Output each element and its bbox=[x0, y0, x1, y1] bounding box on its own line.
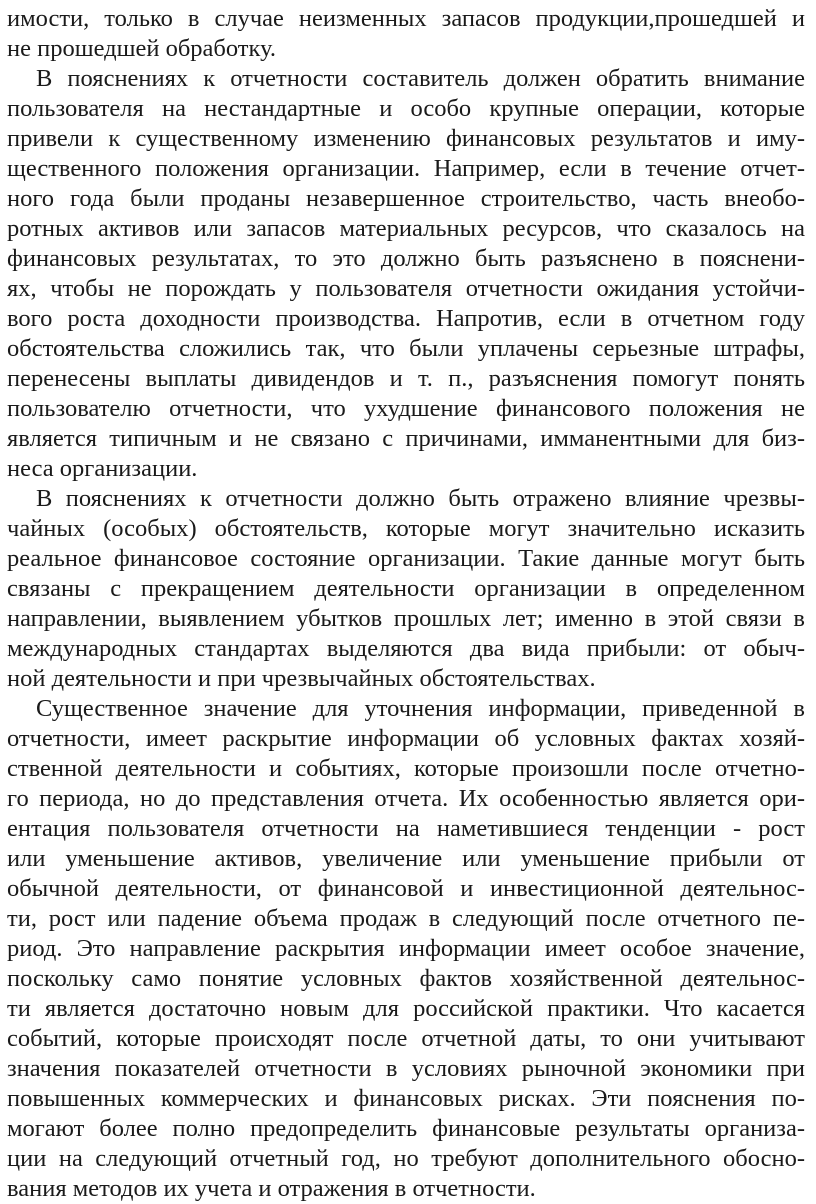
text-line: неса организации. bbox=[7, 455, 198, 482]
document-page bbox=[7, 4, 805, 1204]
text-line: могают более полно предопределить финансовые результаты организа- bbox=[7, 1115, 805, 1142]
text-line: пользователя на нестандартные и особо крупные операции, которые bbox=[7, 95, 805, 122]
text-line: ной деятельности и при чрезвычайных обстоятельствах. bbox=[7, 665, 596, 692]
text-line: имости, только в случае неизменных запасов продукции,прошедшей и bbox=[7, 5, 805, 32]
text-line: го периода, но до представления отчета. Их особенностью является ори- bbox=[7, 785, 805, 812]
text-line: финансовых результатах, то это должно быть разъяснено в пояснени- bbox=[7, 245, 805, 272]
text-line: значения показателей отчетности в условиях рыночной экономики при bbox=[7, 1055, 805, 1082]
text-line: риод. Это направление раскрытия информации имеет особое значение, bbox=[7, 935, 805, 962]
text-line: событий, которые происходят после отчетной даты, то они учитывают bbox=[7, 1025, 805, 1052]
paragraph-conditional-facts bbox=[7, 694, 805, 1204]
text-line: не прошедшей обработку. bbox=[7, 35, 276, 62]
text-line: ти, рост или падение объема продаж в следующий после отчетного пе- bbox=[7, 905, 805, 932]
text-line: привели к существенному изменению финансовых результатов и иму- bbox=[7, 125, 805, 152]
text-line: ного года были проданы незавершенное строительство, часть внеобо- bbox=[7, 185, 805, 212]
text-line: направлении, выявлением убытков прошлых лет; именно в этой связи в bbox=[7, 605, 805, 632]
text-line: ции на следующий отчетный год, но требуют дополнительного обосно- bbox=[7, 1145, 805, 1172]
paragraph-extraordinary-circumstances bbox=[7, 484, 805, 694]
text-line: Существенное значение для уточнения информации, приведенной в bbox=[36, 695, 805, 722]
text-line: обстоятельства сложились так, что были уплачены серьезные штрафы, bbox=[7, 335, 805, 362]
text-line: реальное финансовое состояние организации. Такие данные могут быть bbox=[7, 545, 805, 572]
text-line: чайных (особых) обстоятельств, которые могут значительно исказить bbox=[7, 515, 805, 542]
text-line: пользователю отчетности, что ухудшение финансового положения не bbox=[7, 395, 805, 422]
paragraph-continuation bbox=[7, 4, 805, 64]
text-line: вого роста доходности производства. Напротив, если в отчетном году bbox=[7, 305, 805, 332]
text-line: является типичным и не связано с причинами, имманентными для биз- bbox=[7, 425, 805, 452]
text-line: повышенных коммерческих и финансовых рисках. Эти пояснения по- bbox=[7, 1085, 805, 1112]
text-line: В пояснениях к отчетности должно быть отражено влияние чрезвы- bbox=[36, 485, 805, 512]
text-line: ях, чтобы не порождать у пользователя отчетности ожидания устойчи- bbox=[7, 275, 805, 302]
text-line: или уменьшение активов, увеличение или уменьшение прибыли от bbox=[7, 845, 805, 872]
text-line: ентация пользователя отчетности на наметившиеся тенденции - рост bbox=[7, 815, 805, 842]
text-line: отчетности, имеет раскрытие информации об условных фактах хозяй- bbox=[7, 725, 805, 752]
text-line: вания методов их учета и отражения в отчетности. bbox=[7, 1175, 536, 1202]
text-line: ротных активов или запасов материальных ресурсов, что сказалось на bbox=[7, 215, 805, 242]
text-line: международных стандартах выделяются два вида прибыли: от обыч- bbox=[7, 635, 805, 662]
paragraph-explanations-nonstandard bbox=[7, 64, 805, 484]
text-line: перенесены выплаты дивидендов и т. п., разъяснения помогут понять bbox=[7, 365, 805, 392]
text-line: ственной деятельности и событиях, которые произошли после отчетно- bbox=[7, 755, 805, 782]
text-line: щественного положения организации. Например, если в течение отчет- bbox=[7, 155, 805, 182]
text-line: поскольку само понятие условных фактов хозяйственной деятельнос- bbox=[7, 965, 805, 992]
text-line: обычной деятельности, от финансовой и инвестиционной деятельнос- bbox=[7, 875, 805, 902]
text-line: ти является достаточно новым для российской практики. Что касается bbox=[7, 995, 805, 1022]
text-line: связаны с прекращением деятельности организации в определенном bbox=[7, 575, 805, 602]
text-line: В пояснениях к отчетности составитель должен обратить внимание bbox=[36, 65, 805, 92]
